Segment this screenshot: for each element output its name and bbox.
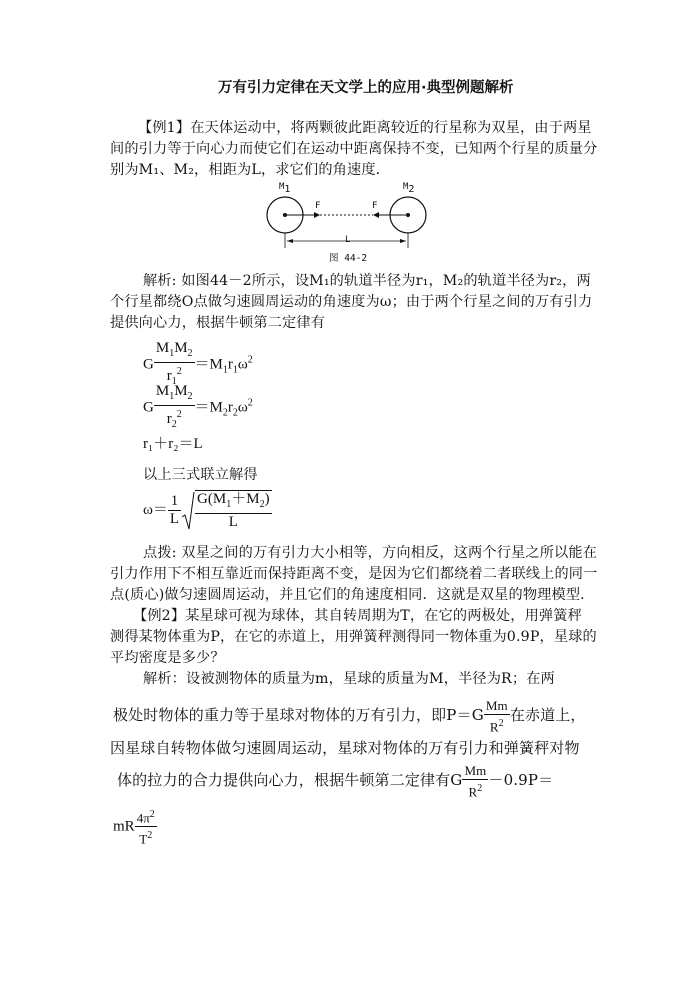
example1-line-3: 别为M₁、M₂，相距为L，求它们的角速度．	[110, 162, 391, 178]
distance-label: L	[345, 235, 351, 245]
example2-line-7: 体的拉力的合力提供向心力，根据牛顿第二定律有G $\frac{Mm}{R^2}$ －0.9P＝	[117, 763, 554, 800]
star-m2-center	[406, 213, 410, 217]
example2-line-5: 极处时物体的重力等于星球对物体的万有引力，即P＝G $\frac{Mm}{R^2}$ 在赤道上，	[113, 698, 586, 735]
example2-line-1: 【例2】某星球可视为球体，其自转周期为T，在它的两极处，用弹簧秤	[133, 608, 582, 624]
force-label-left: F	[315, 201, 321, 211]
remark-line-1: 点拨: 双星之间的万有引力大小相等，方向相反，这两个行星之所以能在	[143, 545, 598, 561]
example2-line-3: 平均密度是多少？	[110, 650, 225, 666]
example2-line-6: 因星球自转物体做匀速圆周运动，星球对物体的万有引力和弹簧秤对物	[110, 739, 580, 757]
label-m2: $M_2$	[403, 182, 415, 195]
combine-text: 以上三式联立解得	[143, 467, 258, 483]
example1-line-1: 【例1】在天体运动中，将两颗彼此距离较近的行星称为双星，由于两星	[138, 120, 592, 136]
example2-line-2: 测得某物体重为P，在它的赤道上，用弹簧秤测得同一物体重为0.9P，星球的	[110, 629, 597, 645]
label-m1: $M_1$	[279, 182, 291, 195]
remark-line-3: 点(质心)做匀速圆周运动，并且它们的角速度相同．这就是双星的物理模型．	[110, 587, 595, 603]
equation-1: G $\frac{M_1M_2}{r_1^2}$ $=M_1r_1\omega^2$	[143, 340, 253, 387]
sqrt-sign	[181, 491, 195, 531]
page-title: 万有引力定律在天文学上的应用·典型例题解析	[218, 80, 514, 96]
force-label-right: F	[372, 201, 378, 211]
example2-line-8: mR $\frac{4\pi^2}{T^2}$	[113, 806, 157, 848]
remark-line-2: 引力作用下不相互靠近而保持距离不变，是因为它们都绕着二者联线上的同一	[110, 566, 598, 582]
equation-2: G $\frac{M_1M_2}{r_2^2}$ $=M_2r_2\omega^2$	[143, 383, 253, 430]
figure-caption: 图 44-2	[329, 253, 368, 264]
solution1-line-3: 提供向心力，根据牛顿第二定律有	[110, 315, 326, 331]
example1-line-2: 间的引力等于向心力而使它们在运动中距离保持不变，已知两个行星的质量分	[110, 141, 598, 157]
solution1-line-2: 个行星都绕O点做匀速圆周运动的角速度为ω；由于两个行星之间的万有引力	[110, 294, 593, 310]
example2-line-4: 解析：设被测物体的质量为m，星球的质量为M，半径为R；在两	[143, 671, 555, 687]
star-m1-center	[283, 213, 287, 217]
omega-result: ω＝ $\frac{1}{L}$ $\frac{G(M_1+M_2)}{L}$	[143, 491, 270, 530]
solution1-line-1: 解析: 如图44－2所示，设M₁的轨道半径为r₁，M₂的轨道半径为r₂，两	[143, 273, 591, 289]
equation-3: r₁＋r₂＝L	[143, 436, 203, 452]
